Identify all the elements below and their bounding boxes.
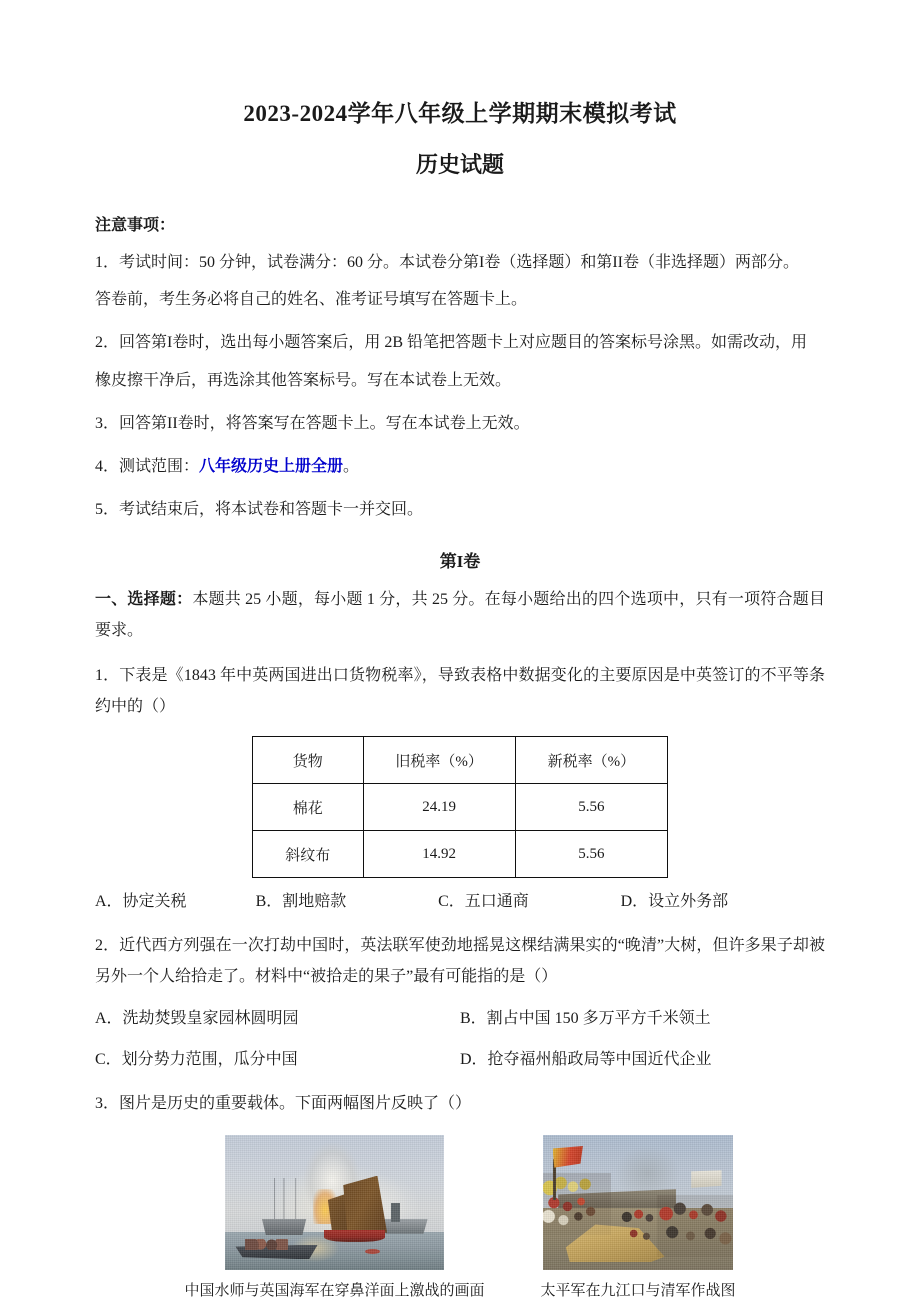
page-content <box>95 0 825 1300</box>
notice-item-1-cont: 答卷前，考生务必将自己的姓名、准考证号填写在答题卡上。 <box>95 291 528 309</box>
section-intro-body: 本题共 25 小题，每小题 1 分，共 25 分。在每小题给出的四个选项中，只有一项符合题目要求。 <box>95 591 825 640</box>
question-1-option-c[interactable]: C．五口通商 <box>438 893 529 911</box>
table-row <box>253 784 668 831</box>
question-1-options <box>95 886 825 917</box>
figure-caption-taiping-battle: 太平军在九江口与清军作战图 <box>540 1283 736 1300</box>
question-2-options-row-2 <box>95 1044 825 1075</box>
question-2-option-b[interactable]: B．割占中国 150 多万平方千米领土 <box>460 1009 711 1027</box>
notice-item-3: 3．回答第II卷时，将答案写在答题卡上。写在本试卷上无效。 <box>95 414 530 432</box>
figure-naval-battle <box>184 1135 484 1300</box>
notice-item-5: 5．考试结束后，将本试卷和答题卡一并交回。 <box>95 501 424 519</box>
section-title-part-1: 第I卷 <box>439 552 481 572</box>
table-cell-old-rate: 14.92 <box>363 831 515 878</box>
question-3-stem: 3．图片是历史的重要载体。下面两幅图片反映了（） <box>95 1094 472 1112</box>
table-header-cell-new-rate: 新税率（%） <box>515 737 667 784</box>
notice-item-4-prefix: 4．测试范围： <box>95 457 200 475</box>
question-1-option-d[interactable]: D．设立外务部 <box>620 893 729 911</box>
table-cell-old-rate: 24.19 <box>363 784 515 831</box>
tax-rate-table <box>252 736 668 878</box>
question-1-option-b[interactable]: B．割地赔款 <box>255 893 347 911</box>
halftone-grain-overlay <box>543 1135 733 1270</box>
notice-item-2-cont: 橡皮擦干净后，再选涂其他答案标号。写在本试卷上无效。 <box>95 371 512 389</box>
notice-item-4 <box>95 451 825 482</box>
section-intro <box>95 584 825 646</box>
table-cell-goods: 斜纹布 <box>253 831 364 878</box>
notice-heading: 注意事项： <box>95 216 176 234</box>
question-2-options-row-1 <box>95 1003 825 1034</box>
halftone-grain-overlay <box>225 1135 444 1270</box>
figure-taiping-battle <box>541 1135 736 1300</box>
tax-rate-table-wrap <box>95 736 825 878</box>
figure-caption-naval-battle: 中国水师与英国海军在穿鼻洋面上激战的画面 <box>184 1283 485 1300</box>
table-header-cell-goods: 货物 <box>253 737 364 784</box>
test-scope-highlight: 八年级历史上册全册 <box>199 457 344 475</box>
question-3-figures <box>95 1135 825 1300</box>
question-1-stem: 1．下表是《1843 年中英两国进出口货物税率》，导致表格中数据变化的主要原因是中英签订的不平等条约中的（） <box>95 666 825 715</box>
notice-item-2: 2．回答第I卷时，选出每小题答案后，用 2B 铅笔把答题卡上对应题目的答案标号涂黑。如需改动，用 <box>95 334 808 352</box>
notice-item-1: 1．考试时间：50 分钟，试卷满分：60 分。本试卷分第I卷（选择题）和第II卷（非选择题）两部分。 <box>95 253 799 271</box>
notice-item-4-suffix: 。 <box>343 457 360 475</box>
table-header-row <box>253 737 668 784</box>
table-cell-new-rate: 5.56 <box>515 784 667 831</box>
page-title: 2023-2024学年八年级上学期期末模拟考试 <box>243 101 677 126</box>
question-2-option-d[interactable]: D．抢夺福州船政局等中国近代企业 <box>460 1050 712 1068</box>
page-subtitle: 历史试题 <box>415 151 504 177</box>
table-cell-goods: 棉花 <box>253 784 364 831</box>
table-row <box>253 831 668 878</box>
question-2-option-c[interactable]: C．划分势力范围，瓜分中国 <box>95 1050 298 1068</box>
question-1-option-a[interactable]: A．协定关税 <box>95 893 187 911</box>
table-cell-new-rate: 5.56 <box>515 831 667 878</box>
naval-battle-image <box>225 1135 444 1270</box>
question-2-stem: 2．近代西方列强在一次打劫中国时，英法联军使劲地摇晃这棵结满果实的“晚清”大树，但许多果子却被另外一个人给拾走了。材料中“被拾走的果子”最有可能指的是（） <box>95 937 825 986</box>
section-intro-lead: 一、选择题： <box>95 591 193 609</box>
taiping-battle-image <box>543 1135 733 1270</box>
question-2-option-a[interactable]: A．洗劫焚毁皇家园林圆明园 <box>95 1009 299 1027</box>
table-header-cell-old-rate: 旧税率（%） <box>363 737 515 784</box>
